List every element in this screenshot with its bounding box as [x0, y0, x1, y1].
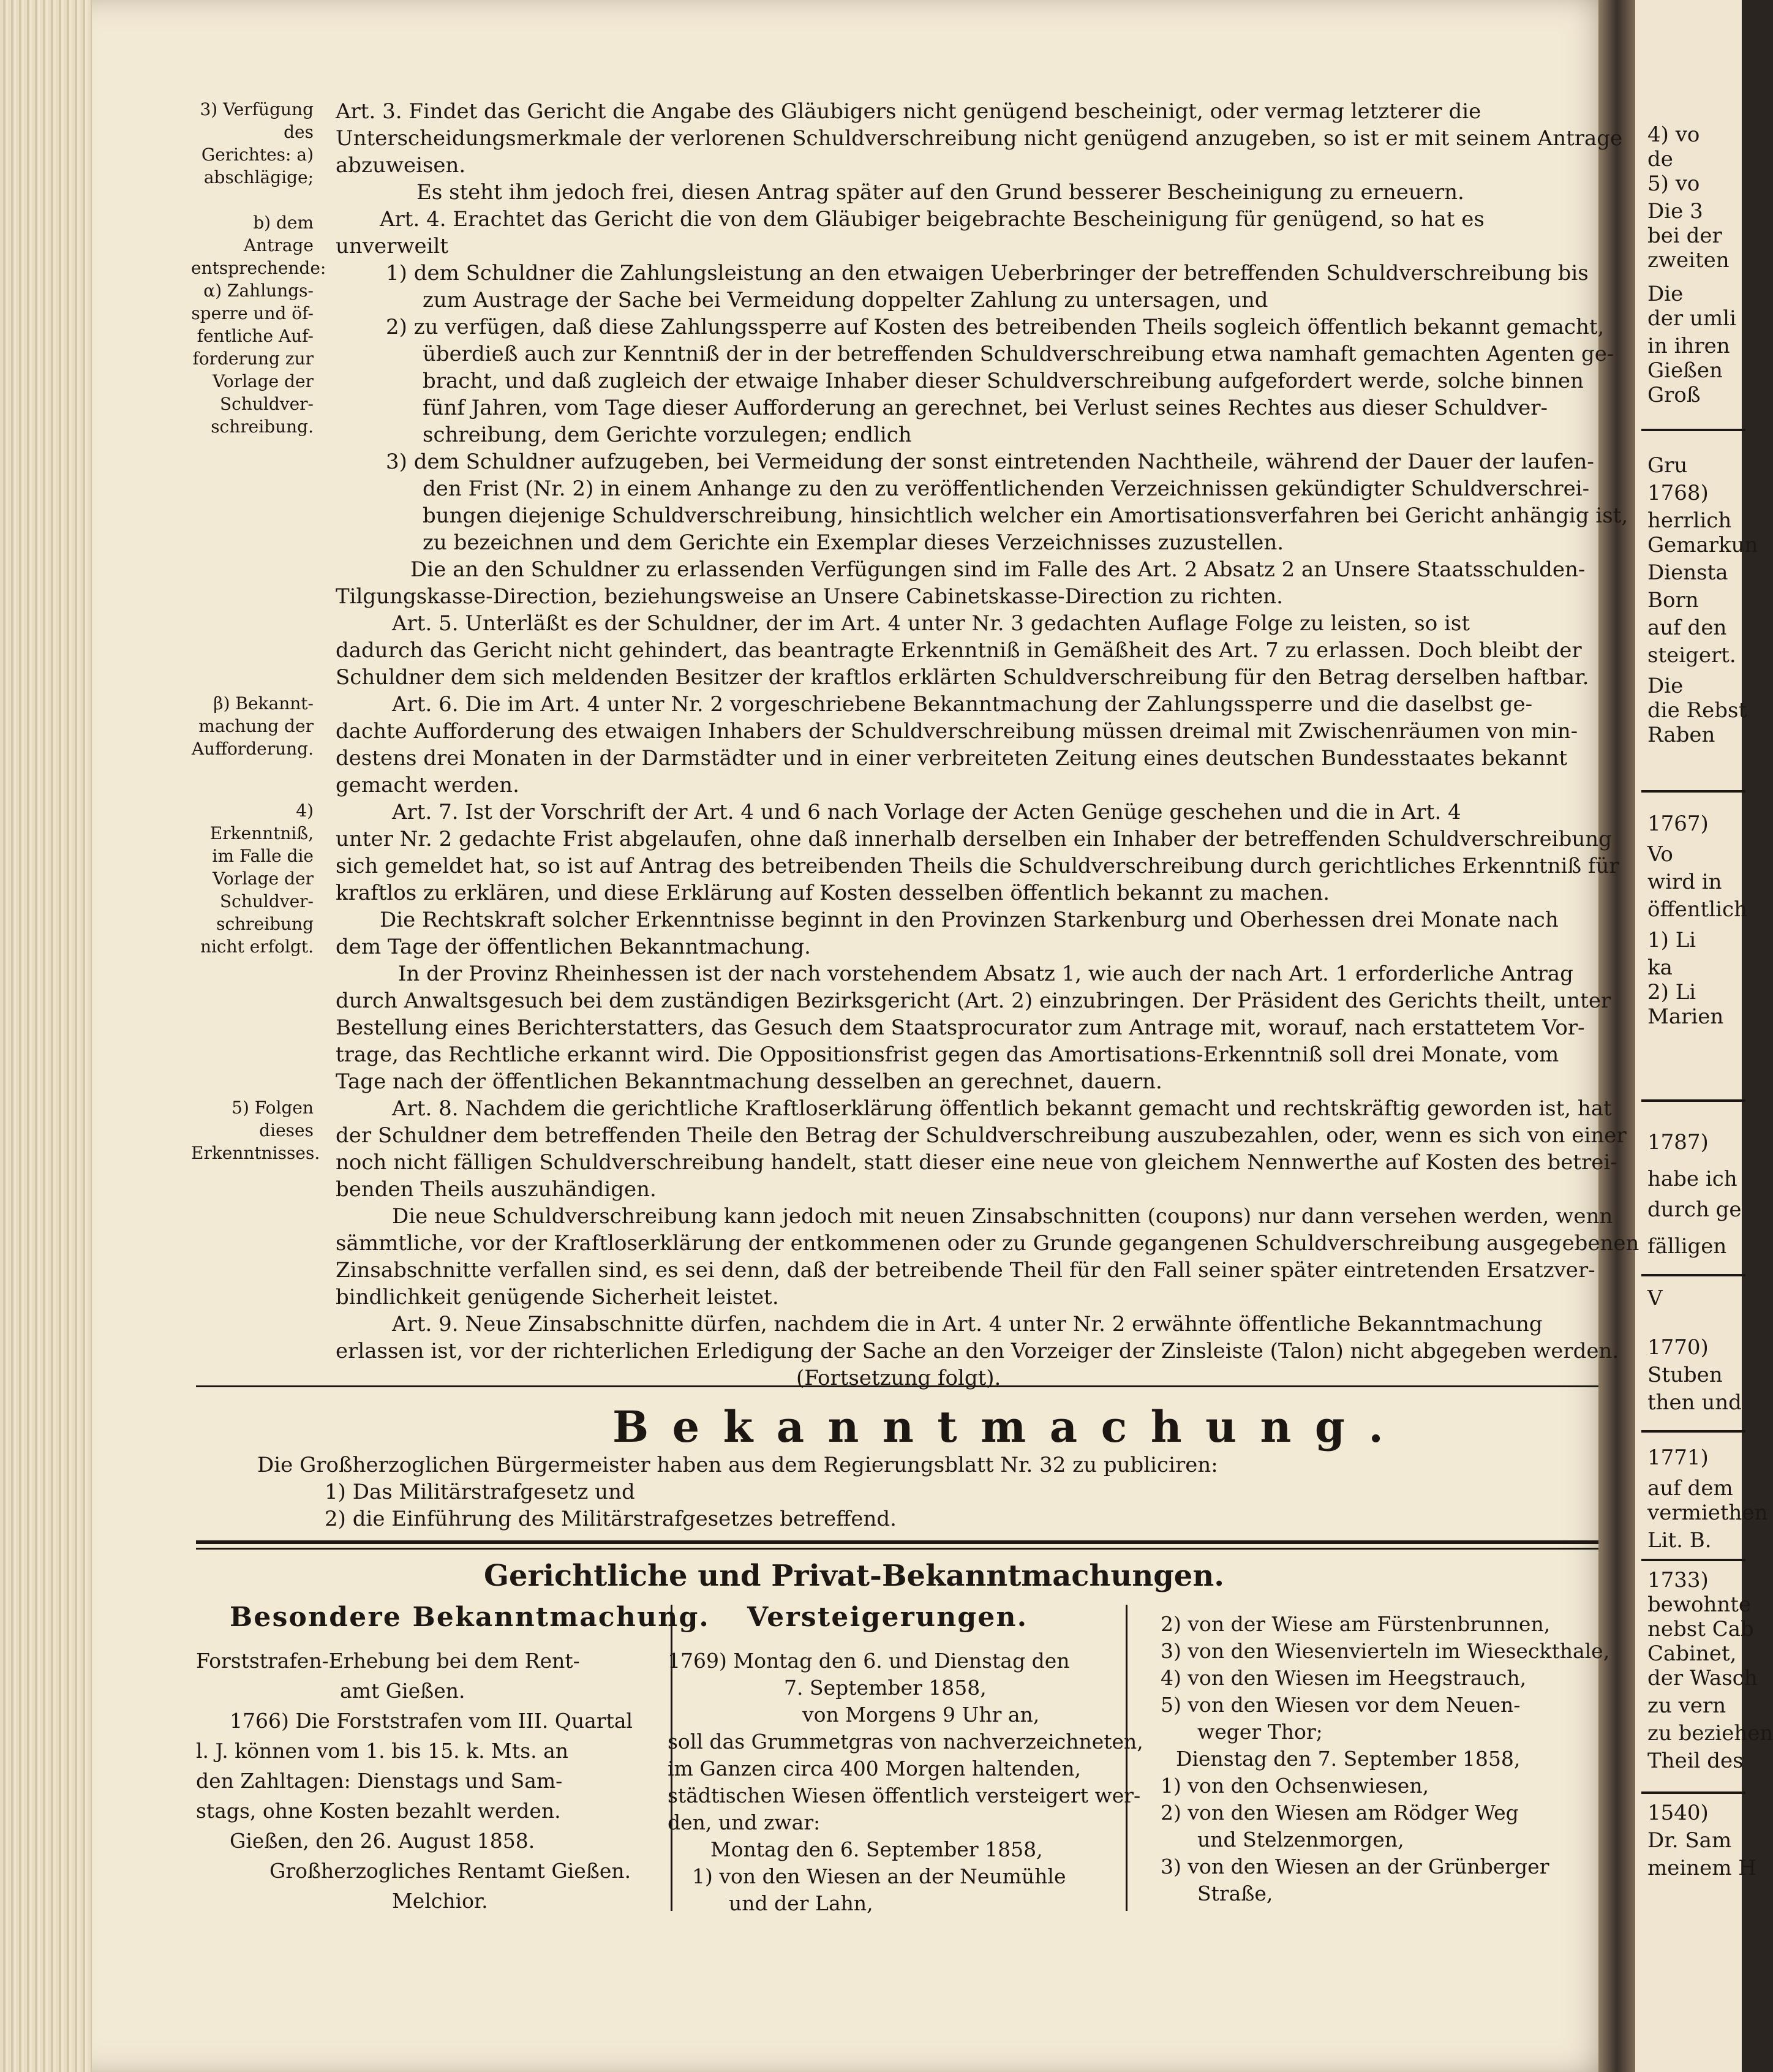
- article-line: Art. 3. Findet das Gericht die Angabe des Gläubigers nicht genügend bescheinigt, oder vermag letzterer die: [336, 99, 1481, 124]
- next-page-text: habe ich: [1647, 1167, 1737, 1191]
- divider: [196, 1540, 1598, 1544]
- col1-head: Besondere Bekanntmachung.: [230, 1602, 710, 1633]
- next-page-text: fälligen: [1647, 1234, 1727, 1259]
- article-line: Die neue Schuldverschreibung kann jedoch mit neuen Zinsabschnitten (coupons) nur dann versehen werden, wenn: [392, 1204, 1613, 1229]
- col3-line: 3) von den Wiesen an der Grünberger: [1161, 1855, 1549, 1878]
- article-line: fünf Jahren, vom Tage dieser Aufforderung an gerechnet, bei Verlust seines Rechtes aus dieser Schuldver-: [423, 396, 1548, 420]
- article-line: der Schuldner dem betreffenden Theile den Betrag der Schuldverschreibung auszubezahlen, oder, wenn es sich von einer: [336, 1123, 1627, 1148]
- article-line: Art. 7. Ist der Vorschrift der Art. 4 und 6 nach Vorlage der Acten Genüge geschehen und die in Art. 4: [392, 800, 1461, 824]
- article-line: (Fortsetzung folgt).: [796, 1366, 1001, 1390]
- col2-line: städtischen Wiesen öffentlich versteigert wer-: [668, 1784, 1141, 1807]
- article-line: sämmtliche, vor der Kraftloserklärung der entkommenen oder zu Grunde gegangenen Schuldverschreibung ausgegebenen: [336, 1231, 1639, 1256]
- divider: [196, 1548, 1598, 1550]
- next-page-text: Stuben: [1647, 1363, 1723, 1387]
- next-page-text: zweiten: [1647, 248, 1730, 273]
- next-page-text: meinem H: [1647, 1856, 1756, 1880]
- next-page-text: 5) vo: [1647, 171, 1700, 196]
- article-line: zum Austrage der Sache bei Vermeidung doppelter Zahlung zu untersagen, und: [423, 288, 1268, 312]
- col1-line: Melchior.: [392, 1889, 488, 1913]
- article-line: durch Anwaltsgesuch bei dem zuständigen Bezirksgericht (Art. 2) einzubringen. Der Präsident des Gerichts theilt, unter: [336, 989, 1611, 1013]
- next-page-text: der umli: [1647, 306, 1736, 331]
- article-line: abzuweisen.: [336, 153, 466, 178]
- bekanntmachung-item: 1) Das Militärstrafgesetz und: [325, 1480, 635, 1504]
- col2-line: von Morgens 9 Uhr an,: [802, 1703, 1040, 1727]
- col3-line: 2) von den Wiesen am Rödger Weg: [1161, 1801, 1519, 1825]
- article-line: bracht, und daß zugleich der etwaige Inhaber dieser Schuldverschreibung aufgefordert werde, solche binnen: [423, 369, 1584, 393]
- article-line: Art. 8. Nachdem die gerichtliche Kraftloserklärung öffentlich bekannt gemacht und rechtskräftig geworden ist, hat: [392, 1096, 1612, 1121]
- column-divider: [1126, 1605, 1127, 1911]
- col3-line: und Stelzenmorgen,: [1197, 1828, 1404, 1852]
- next-page-text: Vo: [1647, 842, 1673, 867]
- article-line: Zinsabschnitte verfallen sind, es sei denn, daß der betreibende Theil für den Fall seiner später eintretenden Ersatzver-: [336, 1258, 1595, 1283]
- article-line: Die Rechtskraft solcher Erkenntnisse beginnt in den Provinzen Starkenburg und Oberhessen drei Monate nach: [380, 908, 1559, 932]
- next-page-text: 1767): [1647, 812, 1709, 836]
- col3-line: 3) von den Wiesenvierteln im Wieseckthale,: [1161, 1639, 1610, 1663]
- article-line: den Frist (Nr. 2) in einem Anhange zu den zu veröffentlichenden Verzeichnissen gekündigter Schuldverschrei-: [423, 477, 1590, 501]
- next-page-text: Groß: [1647, 383, 1701, 407]
- next-page-rule: [1641, 1274, 1745, 1276]
- margin-note: 3) Verfügung des Gerichtes: a) abschlägige;: [200, 99, 314, 187]
- article-line: sich gemeldet hat, so ist auf Antrag des betreibenden Theils die Schuldverschreibung durch gerichtliches Erkenntniß für: [336, 854, 1619, 878]
- article-line: Art. 5. Unterläßt es der Schuldner, der im Art. 4 unter Nr. 3 gedachten Auflage Folge zu leisten, so ist: [392, 611, 1470, 636]
- col3-line: 4) von den Wiesen im Heegstrauch,: [1161, 1666, 1527, 1690]
- bekanntmachung-intro: Die Großherzoglichen Bürgermeister haben aus dem Regierungsblatt Nr. 32 zu publiciren:: [257, 1453, 1218, 1477]
- next-page-text: auf den: [1647, 616, 1727, 640]
- next-page-text: Gemarkun: [1647, 533, 1758, 557]
- col2-line: 7. September 1858,: [784, 1676, 987, 1700]
- next-page-text: Diensta: [1647, 560, 1728, 585]
- next-page-text: Raben: [1647, 723, 1715, 747]
- next-page-text: then und: [1647, 1390, 1742, 1415]
- article-line: schreibung, dem Gerichte vorzulegen; endlich: [423, 423, 912, 447]
- bekanntmachung-title: Bekanntmachung.: [612, 1401, 1407, 1452]
- next-page-text: bei der: [1647, 224, 1722, 248]
- col3-line: weger Thor;: [1197, 1720, 1323, 1744]
- article-line: kraftlos zu erklären, und diese Erklärung auf Kosten desselben öffentlich bekannt zu machen.: [336, 881, 1330, 905]
- next-page-text: wird in: [1647, 870, 1722, 894]
- col1-line: Forststrafen-Erhebung bei dem Rent-: [196, 1649, 580, 1673]
- next-page-text: in ihren: [1647, 334, 1730, 358]
- next-page-fragment: [1635, 0, 1773, 2072]
- article-line: dadurch das Gericht nicht gehindert, das beantragte Erkenntniß in Gemäßheit des Art. 7 zu erlassen. Doch bleibt der: [336, 638, 1582, 663]
- next-page-text: Born: [1647, 588, 1699, 612]
- next-page-text: 1) Li: [1647, 928, 1696, 952]
- next-page-text: vermiethen: [1647, 1501, 1768, 1525]
- next-page-text: zu vern: [1647, 1693, 1726, 1718]
- margin-note: 4) Erkenntniß, im Falle die Vorlage der Schuldver-schreibung nicht erfolgt.: [200, 801, 314, 957]
- next-page-rule: [1641, 1559, 1745, 1561]
- next-page-text: herrlich: [1647, 508, 1732, 533]
- next-page-text: 1540): [1647, 1801, 1709, 1825]
- col1-line: 1766) Die Forststrafen vom III. Quartal: [230, 1709, 633, 1733]
- article-line: Es steht ihm jedoch frei, diesen Antrag später auf den Grund besserer Bescheinigung zu erneuern.: [416, 180, 1464, 205]
- article-line: Unterscheidungsmerkmale der verlorenen Schuldverschreibung nicht genügend anzugeben, so ist er mit seinem Antrage: [336, 126, 1623, 151]
- article-line: Art. 4. Erachtet das Gericht die von dem Gläubiger beigebrachte Bescheinigung für genügend, so hat es: [380, 207, 1485, 232]
- next-page-text: 1733): [1647, 1568, 1709, 1592]
- next-page-text: Gießen: [1647, 358, 1723, 383]
- article-line: zu bezeichnen und dem Gerichte ein Exemplar dieses Verzeichnisses zuzustellen.: [423, 530, 1284, 555]
- col3-line: 5) von den Wiesen vor dem Neuen-: [1161, 1693, 1521, 1717]
- margin-note: β) Bekannt-machung der Aufforderung.: [191, 693, 314, 759]
- col2-line: soll das Grummetgras von nachverzeichneten,: [668, 1730, 1143, 1754]
- margin-note: b) dem Antrage entsprechende: α) Zahlungs-sperre und öf-fentliche Auf-forderung zur Vorlage der Schuldver-schreibung.: [191, 213, 326, 437]
- next-page-text: V: [1647, 1286, 1663, 1311]
- article-line: Bestellung eines Berichterstatters, das Gesuch dem Staatsprocurator zum Antrage mit, worauf, nach erstattetem Vor-: [336, 1015, 1585, 1040]
- next-page-text: Lit. B.: [1647, 1528, 1712, 1553]
- section-title: Gerichtliche und Privat-Bekanntmachungen.: [484, 1559, 1224, 1593]
- next-page-text: Gru: [1647, 453, 1688, 478]
- divider: [196, 1385, 1598, 1387]
- next-page-text: nebst Cab: [1647, 1617, 1754, 1641]
- article-line: unter Nr. 2 gedachte Frist abgelaufen, ohne daß innerhalb derselben ein Inhaber der betreffenden Schuldverschreibung: [336, 827, 1612, 851]
- article-line: gemacht werden.: [336, 773, 519, 797]
- next-page-text: 2) Li: [1647, 980, 1696, 1004]
- col2-line: und der Lahn,: [729, 1891, 873, 1915]
- article-line: Art. 9. Neue Zinsabschnitte dürfen, nachdem die in Art. 4 unter Nr. 2 erwähnte öffentliche Bekanntmachung: [392, 1312, 1543, 1336]
- next-page-text: zu beziehen: [1647, 1721, 1773, 1746]
- next-page-text: Die: [1647, 282, 1684, 306]
- book-gutter: [1598, 0, 1635, 2072]
- article-line: bindlichkeit genügende Sicherheit leistet.: [336, 1285, 779, 1309]
- margin-note: 5) Folgen dieses Erkenntnisses.: [191, 1098, 320, 1163]
- next-page-text: der Wasch: [1647, 1666, 1758, 1690]
- article-line: Die an den Schuldner zu erlassenden Verfügungen sind im Falle des Art. 2 Absatz 2 an Unsere Staatsschulden-: [410, 557, 1586, 582]
- next-page-text: öffentlich: [1647, 897, 1747, 922]
- article-line: Tage nach der öffentlichen Bekanntmachung desselben an gerechnet, dauern.: [336, 1069, 1162, 1094]
- article-line: erlassen ist, vor der richterlichen Erledigung der Sache an den Vorzeiger der Zinsleiste (Talon) nicht abgegeben werden.: [336, 1339, 1619, 1363]
- next-page-text: bewohnte: [1647, 1592, 1752, 1617]
- next-page-text: 1771): [1647, 1445, 1709, 1470]
- col2-line: 1) von den Wiesen an der Neumühle: [692, 1864, 1066, 1888]
- col3-line: 1) von den Ochsenwiesen,: [1161, 1774, 1429, 1798]
- next-page-text: Marien: [1647, 1004, 1724, 1029]
- col2-line: 1769) Montag den 6. und Dienstag den: [668, 1649, 1070, 1673]
- col1-line: l. J. können vom 1. bis 15. k. Mts. an: [196, 1739, 569, 1763]
- article-line: 2) zu verfügen, daß diese Zahlungssperre auf Kosten des betreibenden Theils sogleich öffentlich bekannt gemacht,: [386, 315, 1605, 339]
- article-line: 3) dem Schuldner aufzugeben, bei Vermeidung der sonst eintretenden Nachtheile, während der Dauer der laufen-: [386, 450, 1594, 474]
- article-line: Art. 6. Die im Art. 4 unter Nr. 2 vorgeschriebene Bekanntmachung der Zahlungssperre und die daselbst ge-: [392, 692, 1533, 717]
- col2-line: Montag den 6. September 1858,: [710, 1837, 1043, 1861]
- next-page-rule: [1641, 429, 1745, 431]
- next-page-rule: [1641, 1791, 1745, 1794]
- bekanntmachung-item: 2) die Einführung des Militärstrafgesetzes betreffend.: [325, 1507, 897, 1531]
- article-line: trage, das Rechtliche erkannt wird. Die Oppositionsfrist gegen das Amortisations-Erkenntniß soll drei Monate, vom: [336, 1042, 1559, 1067]
- article-line: unverweilt: [336, 234, 449, 258]
- next-page-text: 4) vo: [1647, 122, 1700, 147]
- next-page-text: auf dem: [1647, 1476, 1733, 1501]
- next-page-rule: [1641, 790, 1745, 793]
- book-page-edges: [0, 0, 92, 2072]
- next-page-text: steigert.: [1647, 643, 1736, 668]
- col3-line: Dienstag den 7. September 1858,: [1176, 1747, 1521, 1771]
- next-page-text: 1787): [1647, 1130, 1709, 1155]
- article-line: In der Provinz Rheinhessen ist der nach vorstehendem Absatz 1, wie auch der nach Art. 1 erforderliche Antrag: [398, 962, 1573, 986]
- next-page-text: ka: [1647, 955, 1673, 980]
- next-page-text: 1768): [1647, 481, 1709, 505]
- next-page-text: durch ge: [1647, 1197, 1742, 1222]
- article-line: benden Theils auszuhändigen.: [336, 1177, 657, 1202]
- next-page-text: de: [1647, 147, 1673, 171]
- col1-line: amt Gießen.: [340, 1679, 465, 1703]
- col2-line: den, und zwar:: [668, 1810, 821, 1834]
- article-line: dachte Aufforderung des etwaigen Inhabers der Schuldverschreibung müssen dreimal mit Zwischenräumen von min-: [336, 719, 1578, 744]
- col2-line: im Ganzen circa 400 Morgen haltenden,: [668, 1757, 1081, 1780]
- col1-line: den Zahltagen: Dienstags und Sam-: [196, 1769, 563, 1793]
- col1-line: stags, ohne Kosten bezahlt werden.: [196, 1799, 561, 1823]
- article-line: dem Tage der öffentlichen Bekanntmachung.: [336, 935, 811, 959]
- col3-line: Straße,: [1197, 1882, 1273, 1905]
- article-line: Tilgungskasse-Direction, beziehungsweise an Unsere Cabinetskasse-Direction zu richten.: [336, 584, 1283, 609]
- next-page-rule: [1641, 1430, 1745, 1433]
- col2-head: Versteigerungen.: [747, 1602, 1028, 1633]
- next-page-text: Die: [1647, 674, 1684, 698]
- article-line: destens drei Monaten in der Darmstädter und in einer verbreiteten Zeitung eines deutschen Bundesstaates bekannt: [336, 746, 1568, 770]
- col1-line: Gießen, den 26. August 1858.: [230, 1829, 535, 1853]
- next-page-text: Die 3: [1647, 199, 1703, 224]
- next-page-text: Cabinet,: [1647, 1641, 1737, 1666]
- article-line: bungen diejenige Schuldverschreibung, hinsichtlich welcher ein Amortisationsverfahren bei Gericht anhängig ist,: [423, 503, 1628, 528]
- article-line: 1) dem Schuldner die Zahlungsleistung an den etwaigen Ueberbringer der betreffenden Schuldverschreibung bis: [386, 261, 1589, 285]
- next-page-text: Dr. Sam: [1647, 1828, 1732, 1853]
- article-line: noch nicht fälligen Schuldverschreibung handelt, statt dieser eine neue von gleichem Nennwerthe auf Kosten des betrei-: [336, 1150, 1617, 1175]
- article-line: Schuldner dem sich meldenden Besitzer der kraftlos erklärten Schuldverschreibung für den Betrag derselben haftbar.: [336, 665, 1589, 690]
- col1-line: Großherzogliches Rentamt Gießen.: [269, 1859, 631, 1883]
- next-page-text: die Rebst: [1647, 698, 1747, 723]
- next-page-rule: [1641, 1099, 1745, 1102]
- col3-line: 2) von der Wiese am Fürstenbrunnen,: [1161, 1612, 1551, 1636]
- article-line: überdieß auch zur Kenntniß der in der betreffenden Schuldverschreibung etwa namhaft gemachten Agenten ge-: [423, 342, 1614, 366]
- next-page-text: 1770): [1647, 1335, 1709, 1360]
- next-page-text: Theil des: [1647, 1749, 1744, 1773]
